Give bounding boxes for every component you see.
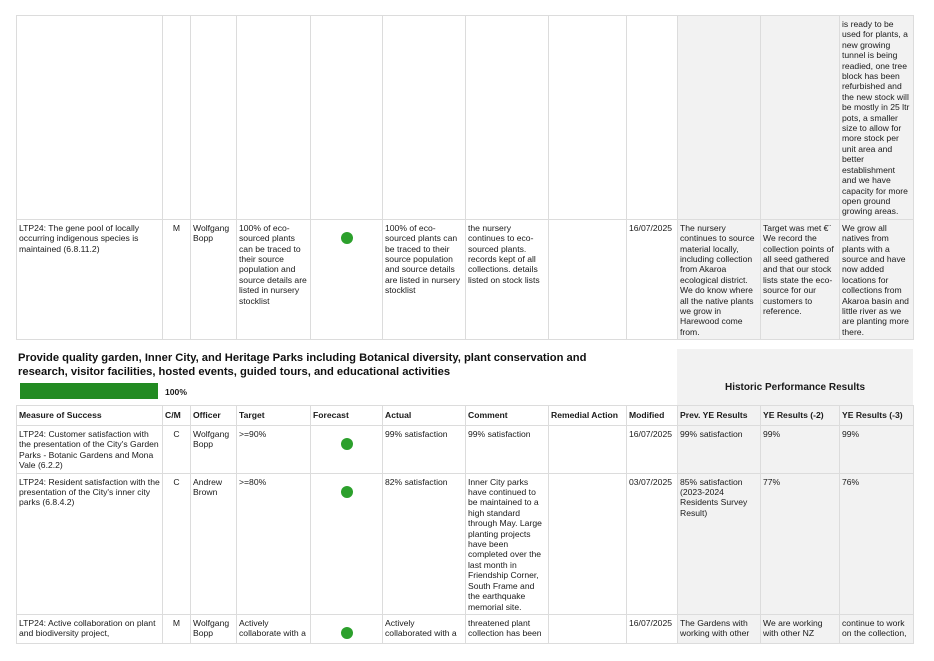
forecast-status-dot-icon <box>341 627 353 639</box>
actual-cell: 82% satisfaction <box>383 473 466 614</box>
officer-cell: Andrew Brown <box>191 473 237 614</box>
measure-cell <box>17 16 163 220</box>
col-header-ye2: YE Results (-2) <box>761 406 840 426</box>
measures-table <box>16 405 914 644</box>
cm-cell: C <box>163 473 191 614</box>
table-row <box>17 473 914 614</box>
forecast-cell <box>311 473 383 614</box>
comment-cell: Inner City parks have continued to be maintained to a high standard through May. Large planting projects have been completed over the last month in Friendship Corner, South Frame and the earthquake memorial site. <box>466 473 549 614</box>
historic-performance-title: Historic Performance Results <box>724 382 866 393</box>
actual-cell: 100% of eco-sourced plants can be traced to their source population and source details are listed in nursery stocklist <box>383 219 466 339</box>
target-cell: 100% of eco-sourced plants can be traced to their source population and source details are listed in nursery stocklist <box>237 219 311 339</box>
officer-cell: Wolfgang Bopp <box>191 426 237 474</box>
progress-bar <box>20 383 158 399</box>
ye3-cell: 99% <box>840 426 914 474</box>
measure-cell: LTP24: Customer satisfaction with the presentation of the City's Garden Parks - Botanic Gardens and Mona Vale (6.2.2) <box>17 426 163 474</box>
prev-ye-cell: The nursery continues to source material locally, including collection from Akaroa ecological district. We do know where all the native plants we grow in Harewood come from. <box>678 219 761 339</box>
cm-cell <box>163 16 191 220</box>
ye2-cell: 99% <box>761 426 840 474</box>
table-row <box>17 614 914 643</box>
header-row <box>17 406 914 426</box>
remedial-cell <box>549 473 627 614</box>
col-header-forecast: Forecast <box>311 406 383 426</box>
col-header-comment: Comment <box>466 406 549 426</box>
col-header-actual: Actual <box>383 406 466 426</box>
progress-label: 100% <box>165 387 187 397</box>
actual-cell <box>383 16 466 220</box>
ye3-cell: is ready to be used for plants, a new growing tunnel is being readied, one tree block has been refurbished and the new stock will be mostly in 25 ltr pots, a smaller size to allow for more stock per unit area and better establishment and we have capacity for more open ground growing areas. <box>840 16 914 220</box>
measure-cell: LTP24: The gene pool of locally occurring indigenous species is maintained (6.8.11.2) <box>17 219 163 339</box>
officer-cell: Wolfgang Bopp <box>191 614 237 643</box>
cm-cell: M <box>163 614 191 643</box>
col-header-modified: Modified <box>627 406 678 426</box>
table-row <box>17 16 914 220</box>
modified-cell: 03/07/2025 <box>627 473 678 614</box>
forecast-cell <box>311 426 383 474</box>
measure-cell: LTP24: Active collaboration on plant and biodiversity project, <box>17 614 163 643</box>
prev-ye-cell: The Gardens with working with other <box>678 614 761 643</box>
prev-ye-cell: 99% satisfaction <box>678 426 761 474</box>
remedial-cell <box>549 426 627 474</box>
col-header-prev-ye: Prev. YE Results <box>678 406 761 426</box>
comment-cell: the nursery continues to eco-sourced plants. records kept of all collections. details listed on stock lists <box>466 219 549 339</box>
col-header-cm: C/M <box>163 406 191 426</box>
modified-cell <box>627 16 678 220</box>
ye3-cell: We grow all natives from plants with a source and have now added locations for collections from Akaroa basin and little river as we are planting more there. <box>840 219 914 339</box>
forecast-status-dot-icon <box>341 438 353 450</box>
forecast-status-dot-icon <box>341 486 353 498</box>
modified-cell: 16/07/2025 <box>627 614 678 643</box>
col-header-measure: Measure of Success <box>17 406 163 426</box>
forecast-cell <box>311 16 383 220</box>
comment-cell: 99% satisfaction <box>466 426 549 474</box>
measure-cell: LTP24: Resident satisfaction with the presentation of the City's inner city parks (6.8.4.2) <box>17 473 163 614</box>
modified-cell: 16/07/2025 <box>627 426 678 474</box>
prev-ye-cell: 85% satisfaction (2023-2024 Residents Survey Result) <box>678 473 761 614</box>
col-header-target: Target <box>237 406 311 426</box>
comment-cell <box>466 16 549 220</box>
remedial-cell <box>549 614 627 643</box>
ye2-cell: We are working with other NZ <box>761 614 840 643</box>
forecast-cell <box>311 219 383 339</box>
officer-cell <box>191 16 237 220</box>
ye2-cell <box>761 16 840 220</box>
target-cell: Actively collaborate with a <box>237 614 311 643</box>
section-title: Provide quality garden, Inner City, and Heritage Parks including Botanical diversity, plant conservation and research, visitor facilities, hosted events, guided tours, and educational activities <box>18 352 587 378</box>
actual-cell: Actively collaborated with a <box>383 614 466 643</box>
target-cell <box>237 16 311 220</box>
comment-cell: threatened plant collection has been <box>466 614 549 643</box>
ye2-cell: 77% <box>761 473 840 614</box>
target-cell: >=90% <box>237 426 311 474</box>
ye2-cell: Target was met €¨ We record the collection points of all seed gathered and that our stock lists state the eco-source for our customers to reference. <box>761 219 840 339</box>
col-header-ye3: YE Results (-3) <box>840 406 914 426</box>
table-row <box>17 426 914 474</box>
forecast-cell <box>311 614 383 643</box>
ye3-cell: continue to work on the collection, <box>840 614 914 643</box>
remedial-cell <box>549 16 627 220</box>
table-row <box>17 219 914 339</box>
remedial-cell <box>549 219 627 339</box>
forecast-status-dot-icon <box>341 232 353 244</box>
target-cell: >=80% <box>237 473 311 614</box>
officer-cell: Wolfgang Bopp <box>191 219 237 339</box>
cm-cell: M <box>163 219 191 339</box>
modified-cell: 16/07/2025 <box>627 219 678 339</box>
prev-ye-cell <box>678 16 761 220</box>
actual-cell: 99% satisfaction <box>383 426 466 474</box>
col-header-officer: Officer <box>191 406 237 426</box>
col-header-remedial: Remedial Action <box>549 406 627 426</box>
historic-panel <box>677 349 913 405</box>
measures-table-continued <box>16 15 914 340</box>
cm-cell: C <box>163 426 191 474</box>
ye3-cell: 76% <box>840 473 914 614</box>
